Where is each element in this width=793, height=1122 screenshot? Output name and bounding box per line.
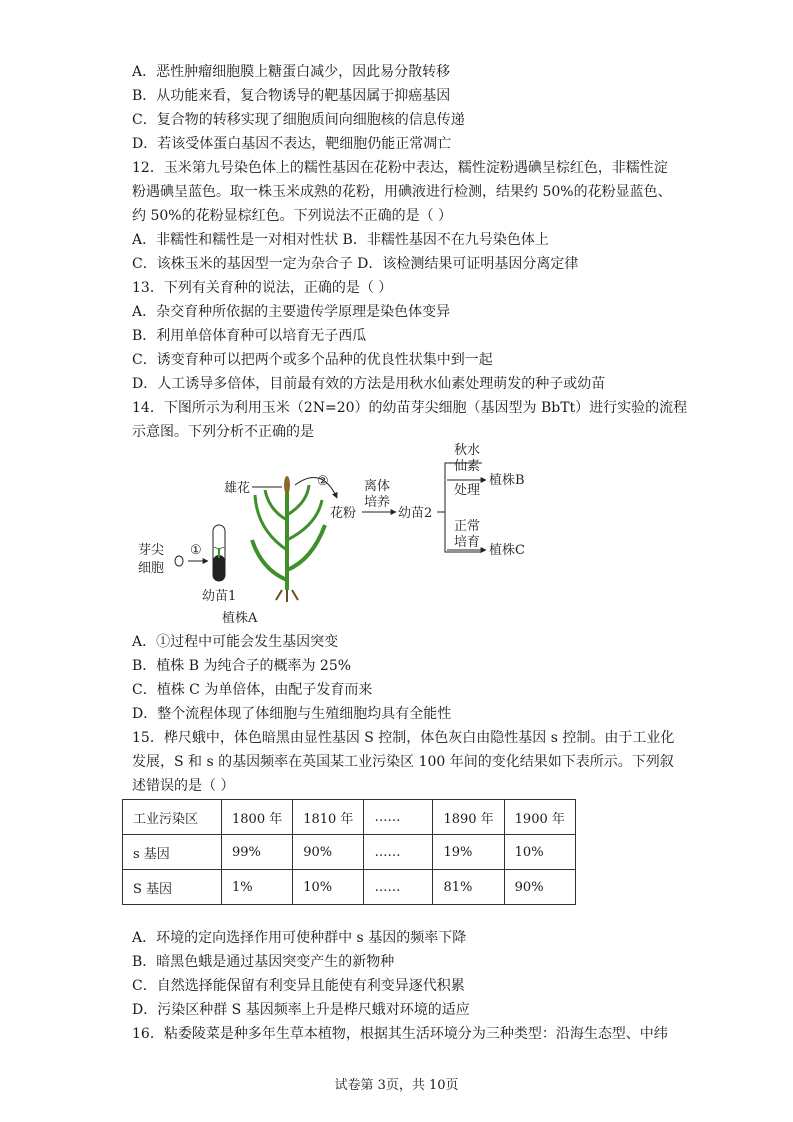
male-flower-label: 雄花 (224, 481, 251, 496)
culture-label: 培养 (364, 495, 391, 510)
table-cell: s 基因 (123, 835, 222, 870)
culture-label: 离体 (364, 479, 391, 494)
q13-stem: 13．下列有关育种的说法，正确的是（ ） (132, 280, 393, 296)
q14-stem-line: 14．下图所示为利用玉米（2N=20）的幼苗芽尖细胞（基因型为 BbTt）进行实验的流程 (132, 400, 688, 416)
q15-option-b: B．暗黑色蛾是通过基因突变产生的新物种 (132, 954, 395, 970)
q12-stem-line: 约 50%的花粉显棕红色。下列说法不正确的是（ ） (132, 208, 453, 224)
table-cell: …… (364, 870, 433, 905)
table-cell: 90% (504, 870, 575, 905)
q14-option-a: A．①过程中可能会发生基因突变 (132, 634, 339, 650)
table-cell: …… (364, 835, 433, 870)
table-cell: 99% (222, 835, 293, 870)
table-cell: 1810 年 (293, 800, 364, 835)
q11-option-c: C．复合物的转移实现了细胞质间向细胞核的信息传递 (132, 112, 465, 128)
table-row (123, 870, 576, 905)
q11-option-b: B．从功能来看，复合物诱导的靶基因属于抑癌基因 (132, 88, 451, 104)
q14-option-c: C．植株 C 为单倍体，由配子发育而来 (132, 682, 373, 698)
table-header-row (123, 800, 576, 835)
normal-culture-label: 培育 (454, 535, 481, 550)
table-cell: 1% (222, 870, 293, 905)
q12-stem-line: 12．玉米第九号染色体上的糯性基因在花粉中表达，糯性淀粉遇碘呈棕红色，非糯性淀 (132, 160, 668, 176)
table-cell: 10% (293, 870, 364, 905)
seedling2-label: 幼苗2 (398, 506, 433, 521)
q14-stem-line: 示意图。下列分析不正确的是 (132, 424, 314, 440)
colchicine-label: 仙素 (454, 459, 481, 474)
plant-b-label: 植株B (489, 473, 525, 488)
q12-options-cd: C．该株玉米的基因型一定为杂合子 D．该检测结果可证明基因分离定律 (132, 256, 579, 272)
arrow-step2 (295, 477, 337, 498)
q11-option-d: D．若该受体蛋白基因不表达，靶细胞仍能正常凋亡 (132, 136, 452, 152)
q13-option-a: A．杂交育种所依据的主要遗传学原理是染色体变异 (132, 304, 451, 320)
q15-stem-line: 发展，S 和 s 的基因频率在英国某工业污染区 100 年间的变化结果如下表所示。下列叙 (132, 754, 674, 770)
table-cell: S 基因 (123, 870, 222, 905)
q16-stem-line: 16．粘委陵菜是种多年生草本植物，根据其生活环境分为三种类型：沿海生态型、中纬 (132, 1026, 668, 1042)
table-cell: 10% (504, 835, 575, 870)
breeding-flow-diagram (132, 440, 552, 630)
q15-stem-line: 15．桦尺蛾中，体色暗黑由显性基因 S 控制，体色灰白由隐性基因 s 控制。由于工业化 (132, 730, 675, 746)
q15-stem-line: 述错误的是（ ） (132, 778, 235, 794)
bud-cell-label: 细胞 (138, 561, 165, 576)
corn-plant-icon (252, 476, 325, 602)
test-tube-icon (213, 525, 225, 581)
colchicine-label: 处理 (454, 483, 481, 498)
table-cell: 90% (293, 835, 364, 870)
table-cell: 81% (433, 870, 504, 905)
q13-option-c: C．诱变育种可以把两个或多个品种的优良性状集中到一起 (132, 352, 493, 368)
gene-frequency-table (122, 799, 576, 905)
q15-option-c: C．自然选择能保留有利变异且能使有利变异逐代积累 (132, 978, 465, 994)
q12-options-ab: A．非糯性和糯性是一对相对性状 B．非糯性基因不在九号染色体上 (132, 232, 549, 248)
page-footer: 试卷第 3页，共 10页 (334, 1078, 459, 1093)
step1-marker: ① (190, 543, 202, 558)
q12-stem-line: 粉遇碘呈蓝色。取一株玉米成熟的花粉，用碘液进行检测，结果约 50%的花粉显蓝色、 (132, 184, 672, 200)
q15-option-a: A．环境的定向选择作用可使种群中 s 基因的频率下降 (132, 930, 467, 946)
bud-cell-label: 芽尖 (138, 543, 165, 558)
table-row (123, 835, 576, 870)
pollen-label: 花粉 (330, 506, 357, 521)
seedling1-label: 幼苗1 (202, 589, 237, 604)
table-cell: …… (364, 800, 433, 835)
q13-option-b: B．利用单倍体育种可以培育无子西瓜 (132, 328, 367, 344)
q11-option-a: A．恶性肿瘤细胞膜上糖蛋白减少，因此易分散转移 (132, 64, 451, 80)
q13-option-d: D．人工诱导多倍体，目前最有效的方法是用秋水仙素处理萌发的种子或幼苗 (132, 376, 606, 392)
q15-option-d: D．污染区种群 S 基因频率上升是桦尺蛾对环境的适应 (132, 1002, 470, 1018)
table-cell: 19% (433, 835, 504, 870)
bud-cell-icon (175, 556, 183, 566)
plant-c-label: 植株C (489, 543, 525, 558)
colchicine-label: 秋水 (454, 443, 481, 458)
table-cell: 工业污染区 (123, 800, 222, 835)
normal-culture-label: 正常 (454, 519, 481, 534)
table-cell: 1900 年 (504, 800, 575, 835)
table-cell: 1800 年 (222, 800, 293, 835)
table-cell: 1890 年 (433, 800, 504, 835)
q14-option-d: D．整个流程体现了体细胞与生殖细胞均具有全能性 (132, 706, 452, 722)
q14-option-b: B．植株 B 为纯合子的概率为 25% (132, 658, 352, 674)
plant-a-label: 植株A (222, 611, 258, 626)
step2-marker: ② (317, 474, 329, 489)
